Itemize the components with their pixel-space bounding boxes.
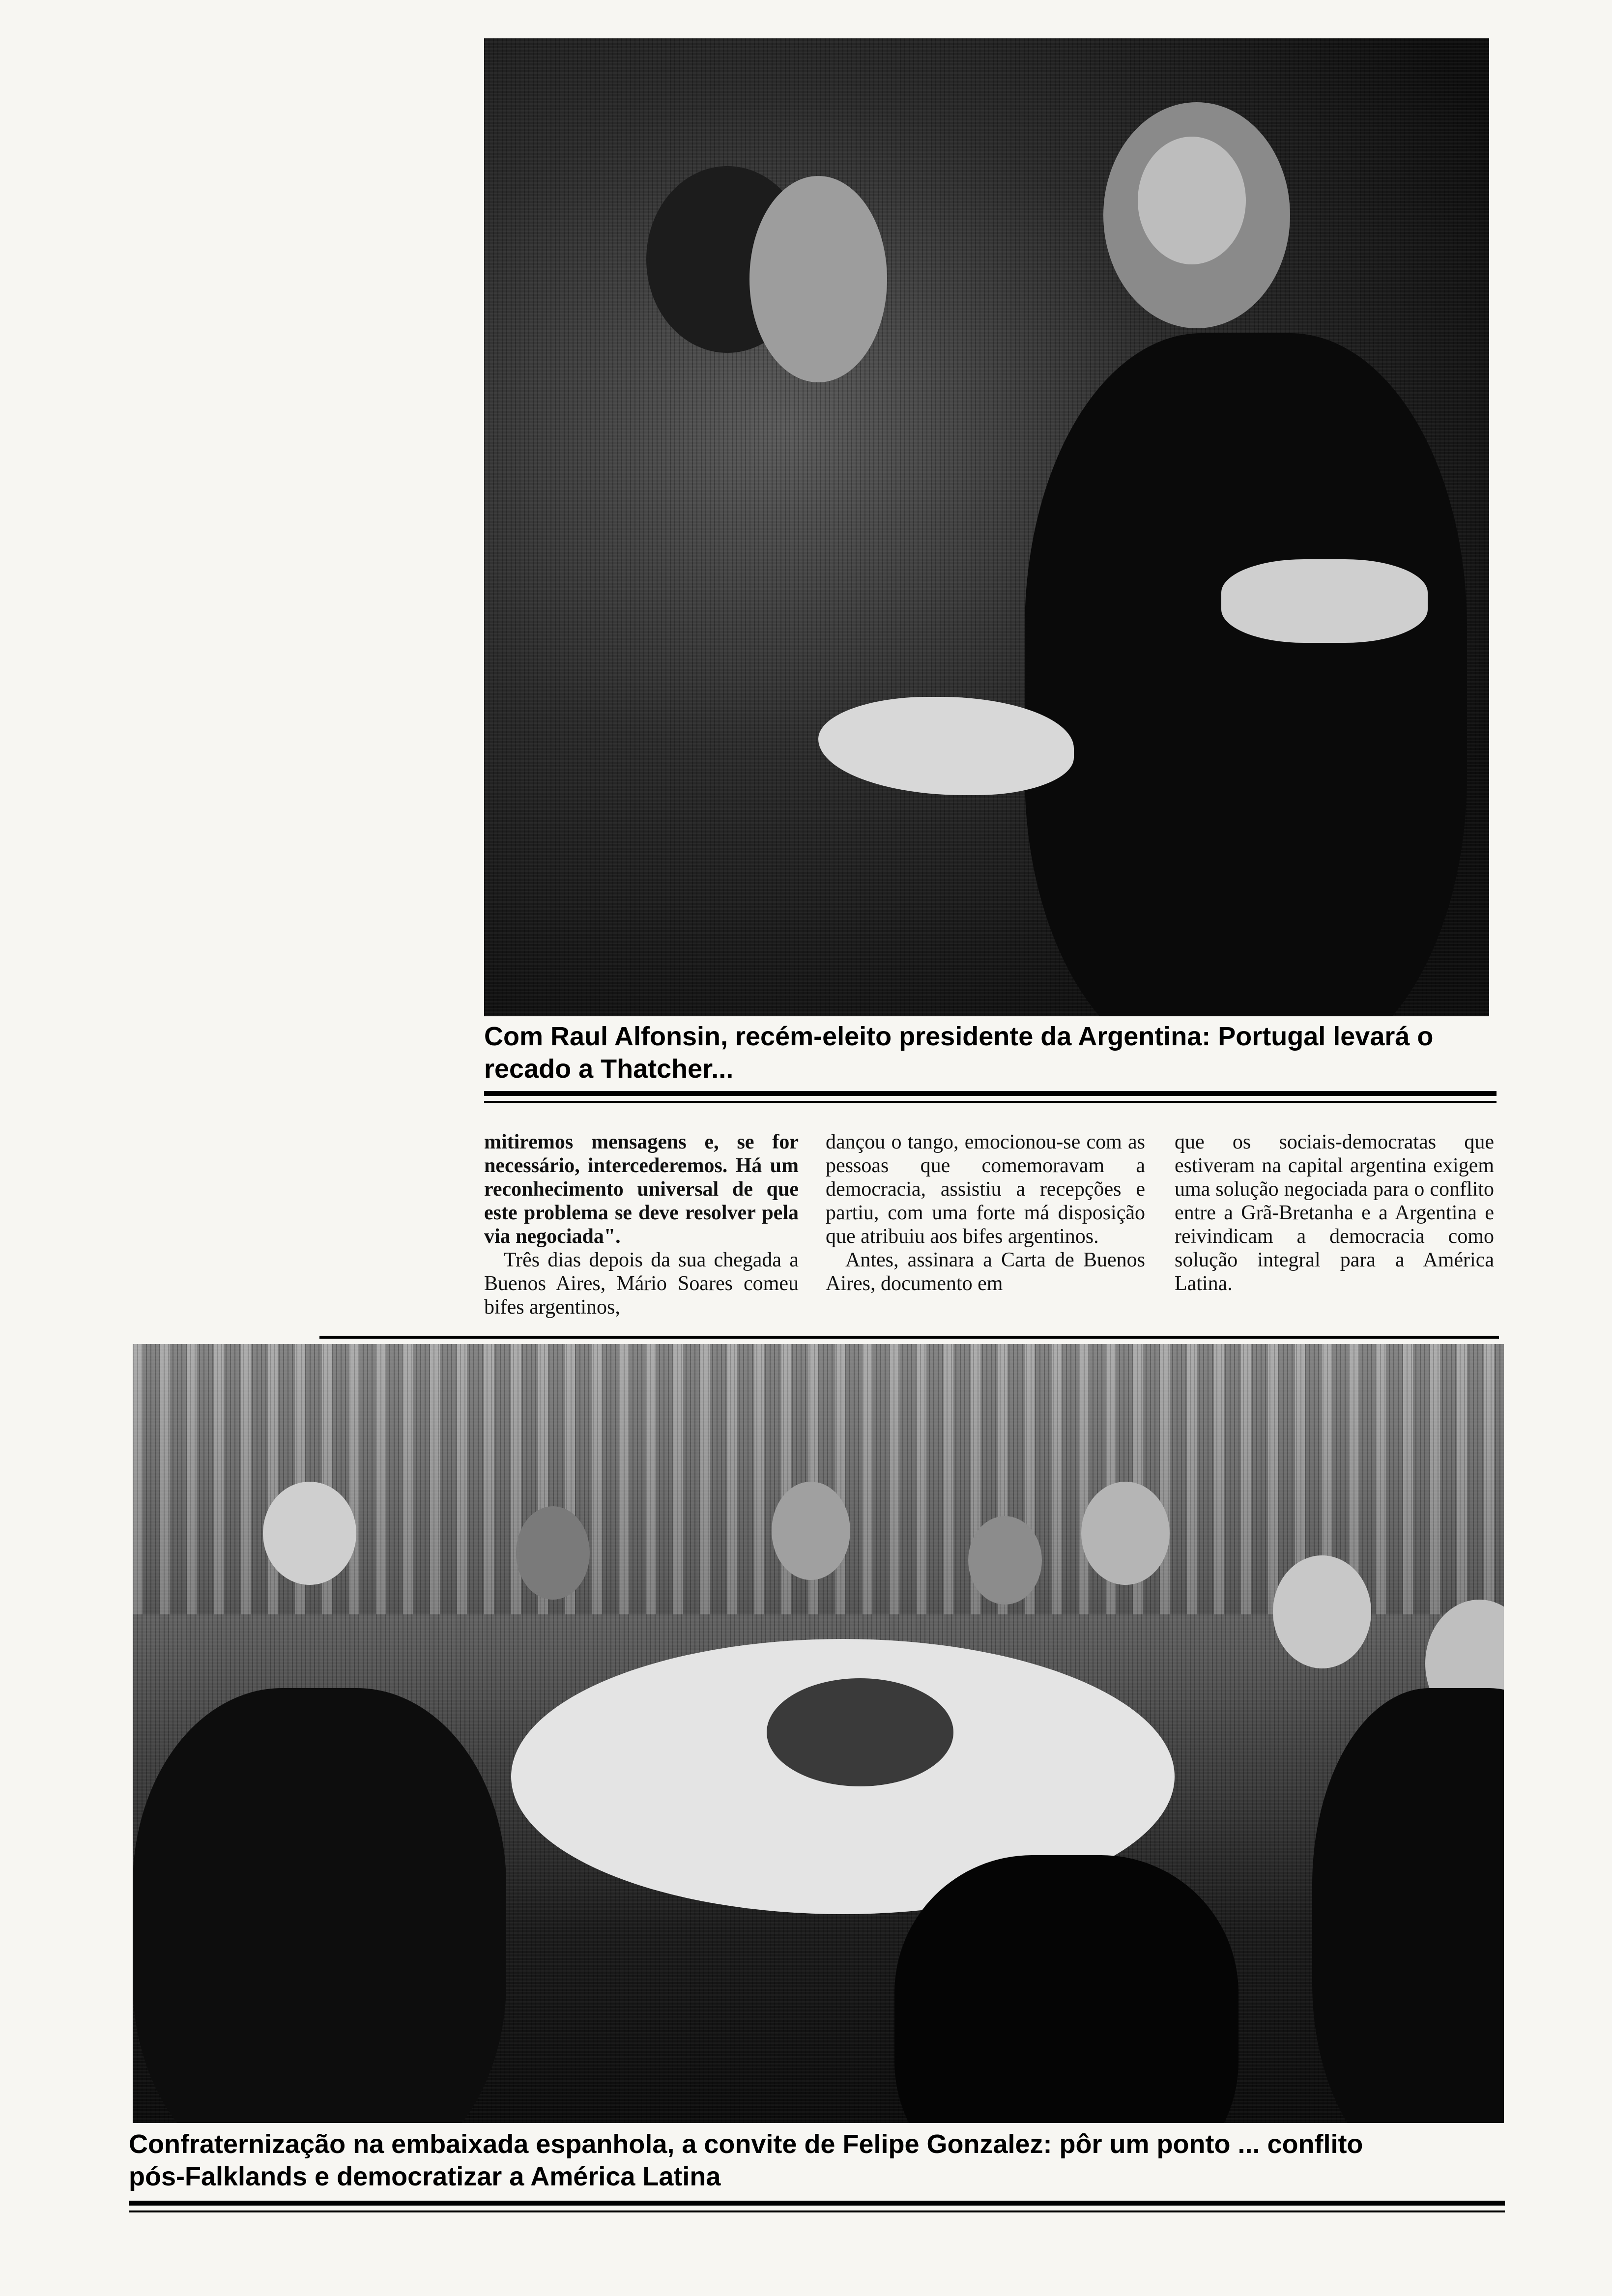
caption-rule-bottom-1: [129, 2201, 1505, 2206]
article-col1-text: Três dias depois da sua chegada a Buenos Aires, Mário Soares comeu bifes argentinos,: [484, 1249, 799, 1319]
photo1-caption-line2: recado a Thatcher...: [484, 1054, 734, 1084]
article-column-1: [484, 1130, 799, 1319]
article-col2-p2: Antes, assinara a Carta de Buenos Aires, documento em: [826, 1249, 1145, 1295]
caption-rule-bottom-2: [129, 2210, 1505, 2212]
photo2-caption-line1: Confraternização na embaixada espanhola, a convite de Felipe Gonzalez: pôr um ponto ... conflito: [129, 2129, 1363, 2159]
article-col1-quote: mitiremos mensagens e, se for necessário, intercederemos. Há um reconhecimento universal de que este problema se deve resolver pela via negociada".: [484, 1131, 799, 1248]
article-col2-p1: dançou o tango, emocionou-se com as pessoas que comemoravam a democracia, assistiu a recepções e partiu, com uma forte má disposição que atribuiu aos bifes argentinos.: [826, 1131, 1145, 1248]
article-col3-p1: que os sociais-democratas que estiveram na capital argentina exigem uma solução negociada para o conflito entre a Grã-Bretanha e a Argentina e reivindicam a democracia como solução integral para a América Latina.: [1175, 1131, 1494, 1295]
photo2-caption: [129, 2128, 1505, 2193]
caption-rule-top-2: [484, 1101, 1497, 1103]
photo-embassy-dinner: [133, 1344, 1504, 2123]
photo1-caption-line1: Com Raul Alfonsin, recém-eleito presidente da Argentina: Portugal levará o: [484, 1022, 1434, 1051]
caption-rule-top-1: [484, 1091, 1497, 1096]
photo1-caption: [484, 1020, 1497, 1085]
photo2-caption-line2: pós-Falklands e democratizar a América Latina: [129, 2162, 721, 2191]
photo-alfonsin-embrace: [484, 38, 1489, 1016]
article-column-3: [1175, 1130, 1494, 1295]
article-column-2: [826, 1130, 1145, 1295]
article-bottom-rule: [319, 1336, 1499, 1339]
